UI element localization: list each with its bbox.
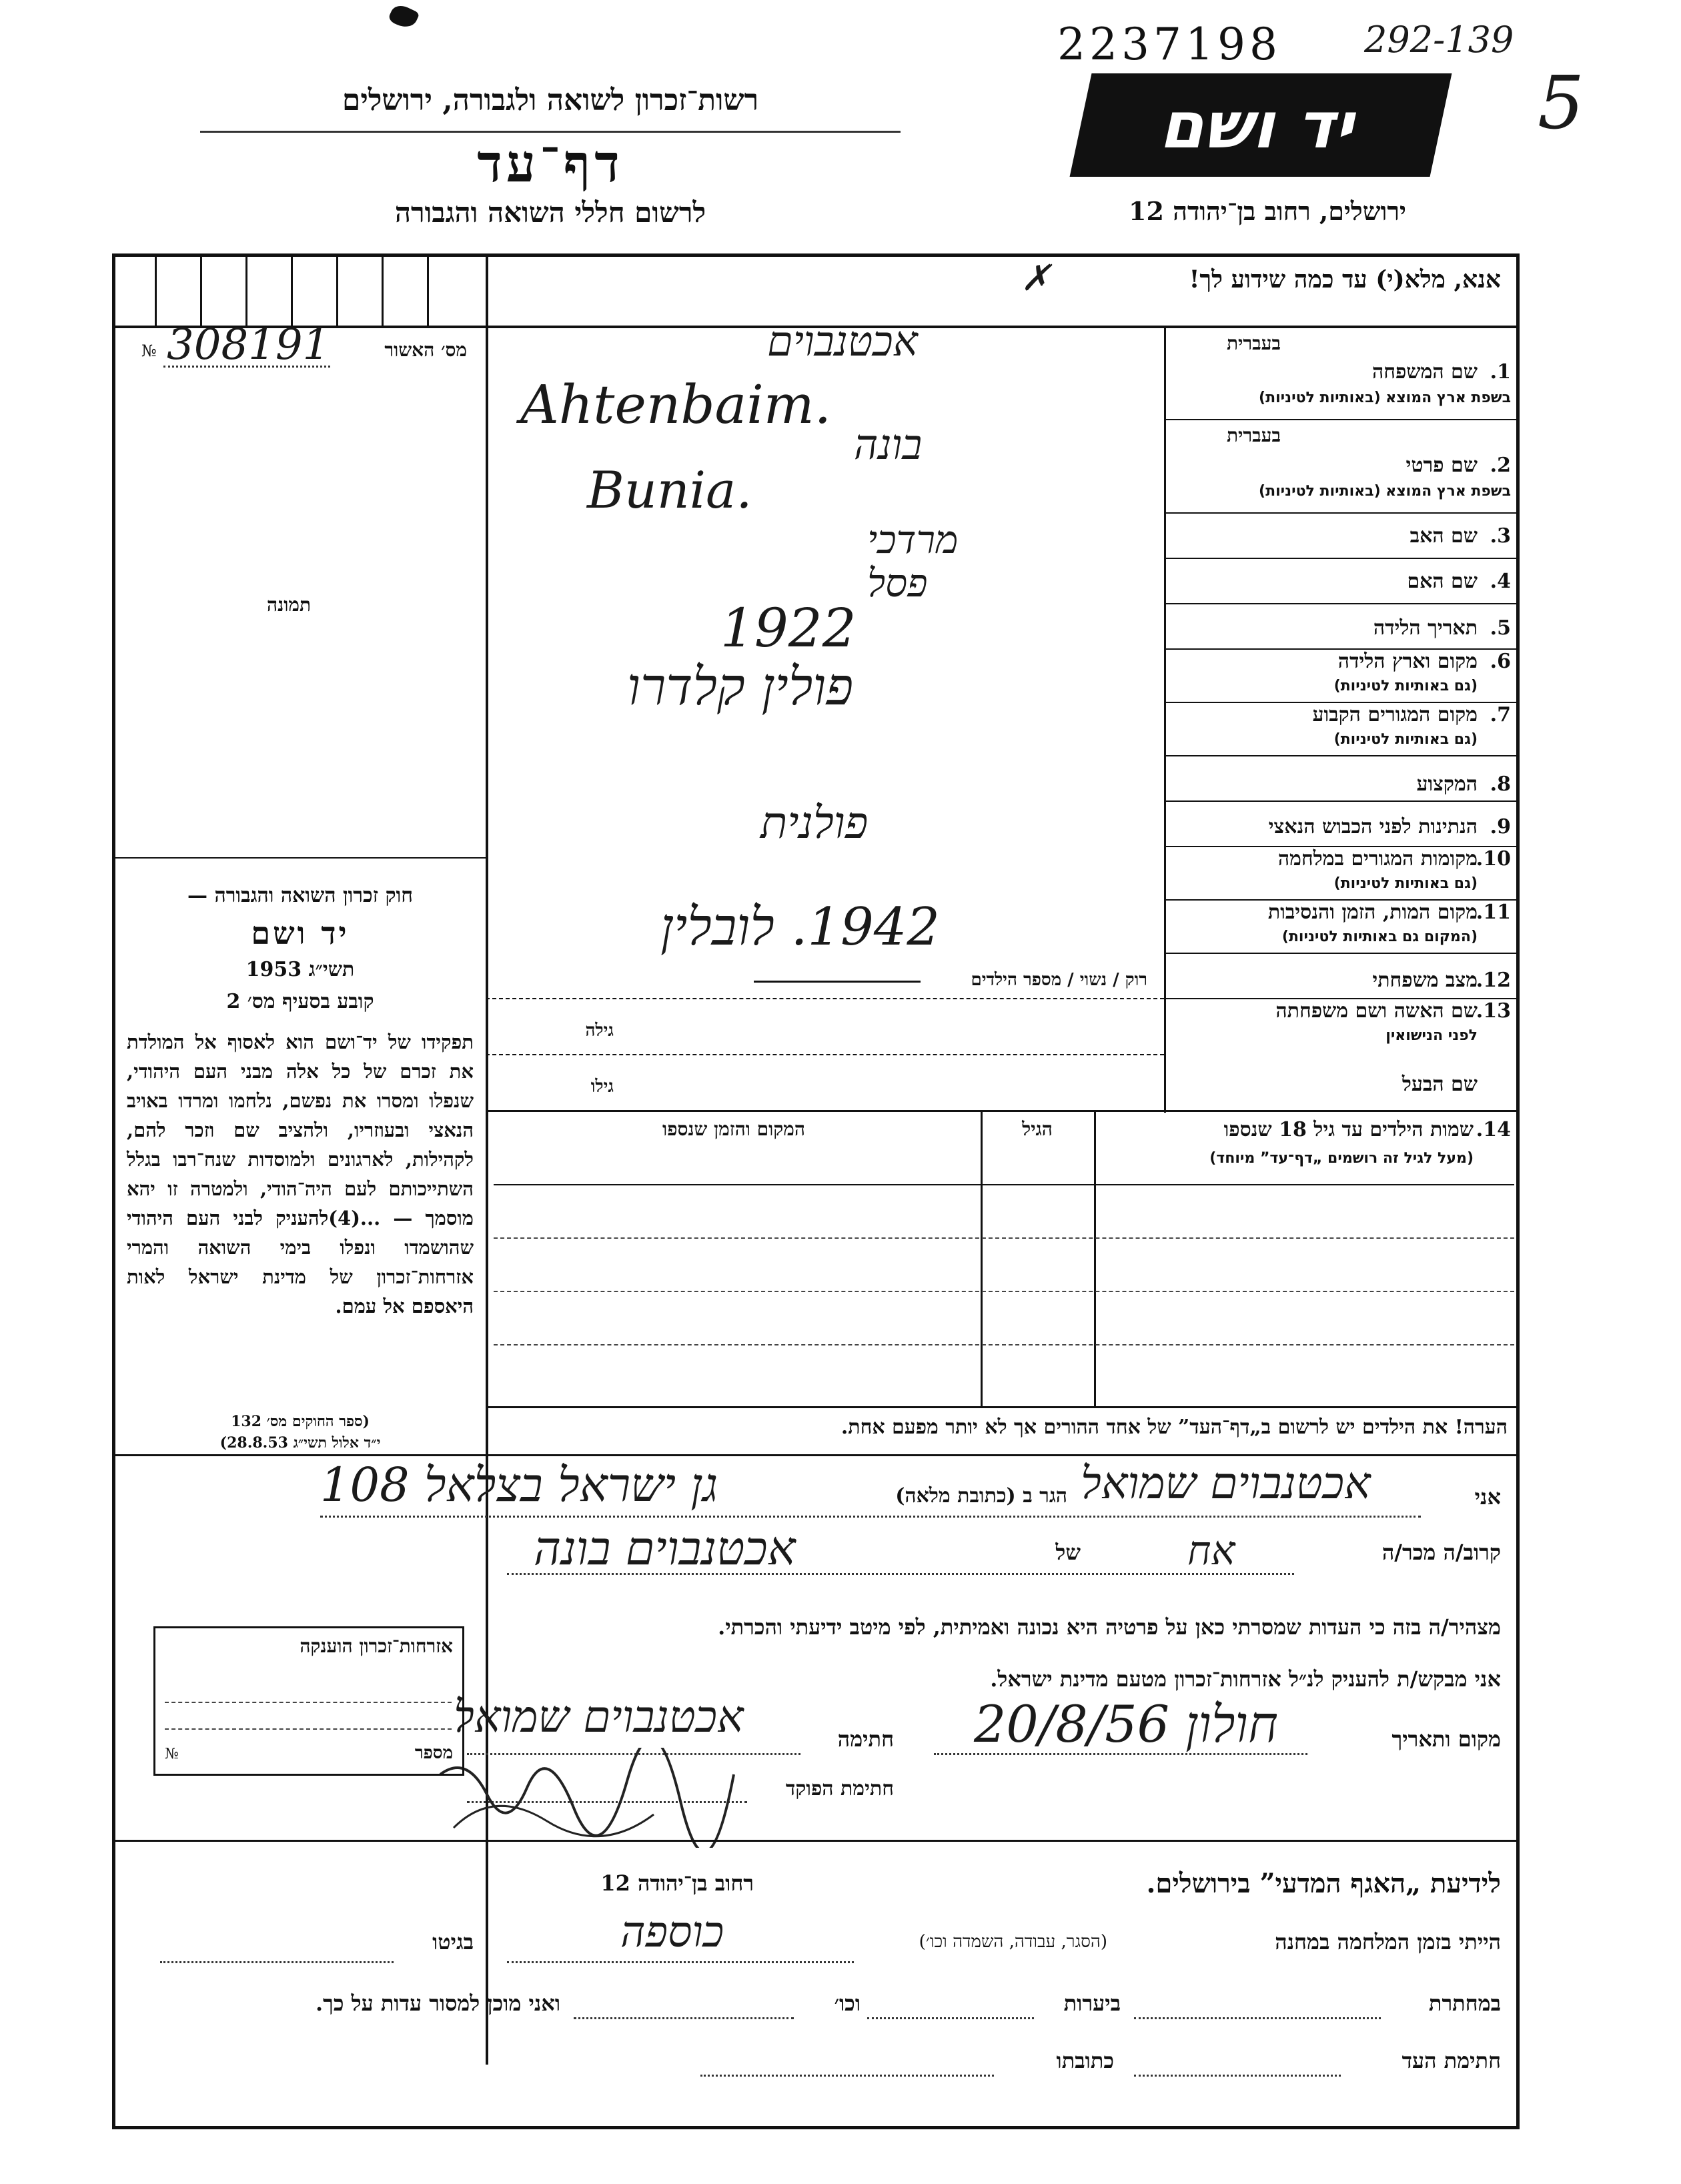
field-sub: בשפת ארץ המוצא (באותיות לטיניות) xyxy=(1259,483,1511,500)
field-label: תאריך הלידה xyxy=(1373,616,1478,640)
family-name-lat-value: Ahtenbaim. xyxy=(520,374,832,436)
declarant-dots xyxy=(320,1516,1421,1518)
row-separator xyxy=(1164,603,1520,604)
field-sub: (גם באותיות לטיניות) xyxy=(1333,875,1478,892)
children-age-header: הגיל xyxy=(1022,1118,1053,1140)
footer-title: לידיעת „האגף המדעי” בירושלים. xyxy=(1146,1868,1501,1899)
row-separator xyxy=(486,998,1164,999)
children-bottom xyxy=(486,1406,1520,1408)
etc-label: וכו׳ xyxy=(834,1991,861,2016)
approval-label: מס׳ האשור xyxy=(384,339,467,361)
field-wartime-residence xyxy=(1167,847,1511,899)
signature-label: חתימה xyxy=(837,1726,894,1752)
officer-signature-scribble xyxy=(414,1748,787,1848)
field-label: מצב משפחתי xyxy=(1372,969,1478,992)
declarant-of: של xyxy=(1055,1540,1081,1565)
husband-age-label: גילו xyxy=(590,1077,614,1097)
field-husband-name xyxy=(1167,1061,1511,1107)
children-col-divider xyxy=(981,1110,983,1407)
footer-address: רחוב בן־יהודה 12 xyxy=(600,1870,754,1896)
field-number: 8. xyxy=(1490,772,1511,796)
hebrew-tag: בעברית xyxy=(1226,332,1281,354)
field-birth-place xyxy=(1167,650,1511,702)
field-sub: (המקום גם באותיות לטיניות) xyxy=(1281,929,1478,945)
form-subtitle: לרשום חללי השואה והגבורה xyxy=(394,196,706,229)
row-separator xyxy=(486,1054,1164,1055)
birth-date-value: 1922 xyxy=(720,597,857,659)
declarant-name-value: אכטנבוים שמואל xyxy=(1081,1458,1371,1509)
box-tick xyxy=(200,253,202,326)
field-permanent-residence xyxy=(1167,703,1511,755)
field-label: הנתינות לפני הכבוש הנאצי xyxy=(1268,815,1478,839)
field-label: מקומות המגורים במלחמה xyxy=(1277,847,1478,871)
field-label: המקצוע xyxy=(1416,772,1478,796)
request-text: אני מבקש/ת להעניק לנ״ל אזרחות־זכרון מטעם מדינת ישראל. xyxy=(990,1666,1501,1692)
children-sub: (מעל לגיל זה רושמים „דף־עד” מיוחד) xyxy=(1209,1150,1474,1167)
logo-text: יד ושם xyxy=(1155,87,1366,163)
box-tick xyxy=(336,253,338,326)
note: הערה! את הילדים יש לרשום ב„דף־העד” של אחד ההורים אך לא יותר מפעם אחת. xyxy=(840,1416,1508,1439)
approval-value: 308191 xyxy=(167,320,330,370)
father-name-value: מרדכי xyxy=(867,517,959,562)
witness-sig-label: חתימת העד xyxy=(1402,2048,1501,2073)
ink-blot-mark xyxy=(388,2,420,31)
address-dots xyxy=(700,2075,994,2077)
citizenship-box-no: № xyxy=(165,1746,179,1762)
field-family-name xyxy=(1167,328,1511,419)
law-ref1: (ספר החוקים מס׳ 132 xyxy=(231,1413,370,1430)
ghetto-dots xyxy=(160,1961,394,1963)
field-sub: בשפת ארץ המוצא (באותיות לטיניות) xyxy=(1259,390,1511,406)
field-number: 14. xyxy=(1476,1118,1511,1141)
citizenship-box xyxy=(153,1626,464,1776)
field-number: 4. xyxy=(1490,570,1511,593)
instruction-text: אנא, מלא(י) עד כמה שידוע לך! xyxy=(1189,265,1501,294)
wife-age-label: גילה xyxy=(585,1021,614,1041)
field-label: מקום וארץ הלידה xyxy=(1337,650,1478,673)
given-name-lat-value: Bunia. xyxy=(587,460,752,520)
given-name-heb-value: בונה xyxy=(854,420,923,469)
death-place-value: 1942. לובלין xyxy=(660,897,940,957)
family-name-heb-value: אכטנבוים xyxy=(767,317,918,366)
instruction xyxy=(1067,265,1501,294)
row-separator xyxy=(1164,800,1520,802)
field-number: 6. xyxy=(1490,650,1511,673)
field-father-name xyxy=(1167,515,1511,558)
hebrew-tag: בעברית xyxy=(1226,424,1281,446)
citizenship-value: פולנית xyxy=(760,797,869,849)
birth-place-value: פולין קלדרו xyxy=(627,657,854,717)
signature-value: אכטנבוים שמואל xyxy=(454,1691,744,1742)
camp-value: כוספה xyxy=(620,1908,724,1957)
law-ref2: י״ד אלול תשי״ג 28.8.53) xyxy=(219,1434,381,1452)
law-body: תפקידו של יד־ושם הוא לאסוף אל המולדת את זכרם של כל אלה מבני העם היהודי, שנפלו ומסרו את נפשם, נלחמו ומרדו באויב הנאצי ובעוזריו, ולהציב שם וזכר להם, לקהילות, לארגונים ולמוסדות שנח־רבו בגלל השתייכותם לעם היה־הודי, ולמטרה זו יהא מוסמך — ...(4)להעניק לבני העם היהודי שהושמדו ונפלו בימי השואה והמרי אזרחות־זכרון של מדינת ישראל לאות היאספם אל עמם. xyxy=(127,1031,474,1317)
field-marital-status xyxy=(1167,955,1511,998)
field-number: 11. xyxy=(1476,901,1511,924)
field-mother-name xyxy=(1167,560,1511,603)
relative-dots xyxy=(507,1573,1294,1575)
etc-dots xyxy=(574,2017,794,2019)
box-tick xyxy=(382,253,384,326)
ready-text: ואני מוכן למסור עדות על כך. xyxy=(315,1991,560,2016)
label-column-divider xyxy=(1164,326,1166,1113)
field-label: מקום המגורים הקבוע xyxy=(1312,703,1478,726)
children-row-line xyxy=(494,1344,1514,1345)
field-sub: (גם באותיות לטיניות) xyxy=(1333,731,1478,748)
row-separator xyxy=(1164,419,1520,420)
approval-no: № xyxy=(141,342,157,360)
children-header-line xyxy=(494,1184,1514,1185)
place-date-label: מקום ותאריך xyxy=(1391,1726,1501,1752)
children-row-line xyxy=(494,1291,1514,1292)
authority-underline xyxy=(200,131,901,133)
field-label: שם האם xyxy=(1407,570,1478,593)
address-label: כתובתו xyxy=(1056,2048,1114,2073)
mother-name-value: פסל xyxy=(867,560,928,606)
field-label: שם האשה ושם משפחתה xyxy=(1275,999,1478,1023)
field-number: 9. xyxy=(1490,815,1511,839)
form-title: דף־עד xyxy=(477,133,624,194)
place-date-value: חולון 20/8/56 xyxy=(974,1694,1278,1754)
box-tick xyxy=(427,253,429,326)
children-header-label xyxy=(1101,1115,1511,1182)
field-number: 10. xyxy=(1476,847,1511,871)
field-label: שם הבעל xyxy=(1402,1073,1478,1096)
declarant-address-value: גן ישראל בצלאל 108 xyxy=(320,1458,718,1512)
field-citizenship xyxy=(1167,803,1511,846)
declare-text: מצהיר/ה בזה כי העדות שמסרתי כאן על פרטיה היא נכונה ואמיתית, לפי מיטב ידיעתי והכרתי. xyxy=(718,1614,1501,1640)
declarant-me: אני xyxy=(1474,1484,1501,1510)
citizenship-box-number-label: מספר xyxy=(414,1743,453,1763)
row-separator xyxy=(1164,512,1520,514)
stamp-number: 2237198 xyxy=(1057,19,1281,70)
camp-dots xyxy=(507,1961,854,1963)
box-tick xyxy=(245,253,247,326)
field-number: 7. xyxy=(1490,703,1511,726)
field-number: 13. xyxy=(1476,999,1511,1023)
field-wife-name xyxy=(1167,999,1511,1054)
field-number: 2. xyxy=(1490,454,1511,477)
field-label: שם פרטי xyxy=(1406,454,1478,477)
instruction-scribble: ✗ xyxy=(1021,257,1051,299)
children-label: שמות הילדים עד גיל 18 שנספו xyxy=(1223,1118,1474,1141)
citizenship-box-title: אזרחות־זכרון הוענקה xyxy=(300,1635,453,1657)
law-divider xyxy=(112,857,486,859)
field-label: שם המשפחה xyxy=(1371,360,1478,384)
field-number: 5. xyxy=(1490,616,1511,640)
footer-top xyxy=(112,1840,1520,1842)
place-date-dots xyxy=(934,1753,1307,1755)
field-number: 1. xyxy=(1490,360,1511,384)
witness-sig-dots xyxy=(1134,2075,1341,2077)
row-separator xyxy=(1164,558,1520,559)
field-sub: (גם באותיות לטיניות) xyxy=(1333,678,1478,694)
address: ירושלים, רחוב בן־יהודה 12 xyxy=(1129,196,1406,226)
camp-types: (הסגר, עבודה, השמדה וכו׳) xyxy=(919,1932,1107,1952)
relative-value: אח xyxy=(1187,1528,1235,1574)
ghetto-label: בגיטו xyxy=(432,1929,474,1955)
photo-label: תמונה xyxy=(267,594,312,616)
field-given-name xyxy=(1167,422,1511,512)
authority-name: רשות־זכרון לשואה ולגבורה, ירושלים xyxy=(342,83,759,117)
marital-options-text: רוק / נשוי / מספר הילדים xyxy=(971,970,1147,990)
forests-label: ביערות xyxy=(1063,1991,1121,2016)
field-profession xyxy=(1167,758,1511,800)
declarant-resides: הגר ב (כתובת מלאה) xyxy=(895,1484,1067,1508)
law-line1: חוק זכרון השואה והגבורה — xyxy=(187,884,413,907)
field-number: 12. xyxy=(1476,969,1511,992)
children-row-line xyxy=(494,1237,1514,1239)
row-separator xyxy=(1164,953,1520,954)
marital-strike xyxy=(754,981,921,983)
relative-label: קרוב/ה מכר/ה xyxy=(1381,1540,1501,1565)
children-top xyxy=(486,1110,1520,1112)
row-separator xyxy=(1164,755,1520,756)
officer-label: חתימת הפוקד xyxy=(785,1777,894,1800)
field-sub: לפני הנישואין xyxy=(1385,1027,1478,1044)
law-line4: קובע בסעיף מס׳ 2 xyxy=(226,990,374,1013)
underground-label: במחתרת xyxy=(1428,1991,1501,2016)
field-death-place xyxy=(1167,901,1511,953)
box-tick xyxy=(291,253,293,326)
law-line2: יד ושם xyxy=(251,915,350,951)
box-tick xyxy=(155,253,157,326)
corner-mark: 5 xyxy=(1538,60,1584,145)
children-place-header: המקום והזמן שנספו xyxy=(662,1118,805,1140)
camp-text: הייתי בזמן המלחמה במחנה xyxy=(1275,1929,1501,1955)
citizenship-box-line xyxy=(165,1728,452,1730)
yad-vashem-logo xyxy=(1070,73,1452,177)
law-line3: תשי״ג 1953 xyxy=(245,958,355,981)
corner-number: 292-139 xyxy=(1364,19,1514,61)
field-label: מקום המות, הזמן והנסיבות xyxy=(1267,901,1478,924)
field-number: 3. xyxy=(1490,524,1511,548)
children-col-divider xyxy=(1094,1110,1096,1407)
of-value: אכטנבוים בונה xyxy=(534,1521,796,1576)
citizenship-box-line xyxy=(165,1702,452,1703)
declarant-top xyxy=(112,1454,1520,1456)
field-birth-date xyxy=(1167,606,1511,648)
underground-dots xyxy=(1134,2017,1381,2019)
forests-dots xyxy=(867,2017,1034,2019)
field-label: שם האב xyxy=(1410,524,1478,548)
